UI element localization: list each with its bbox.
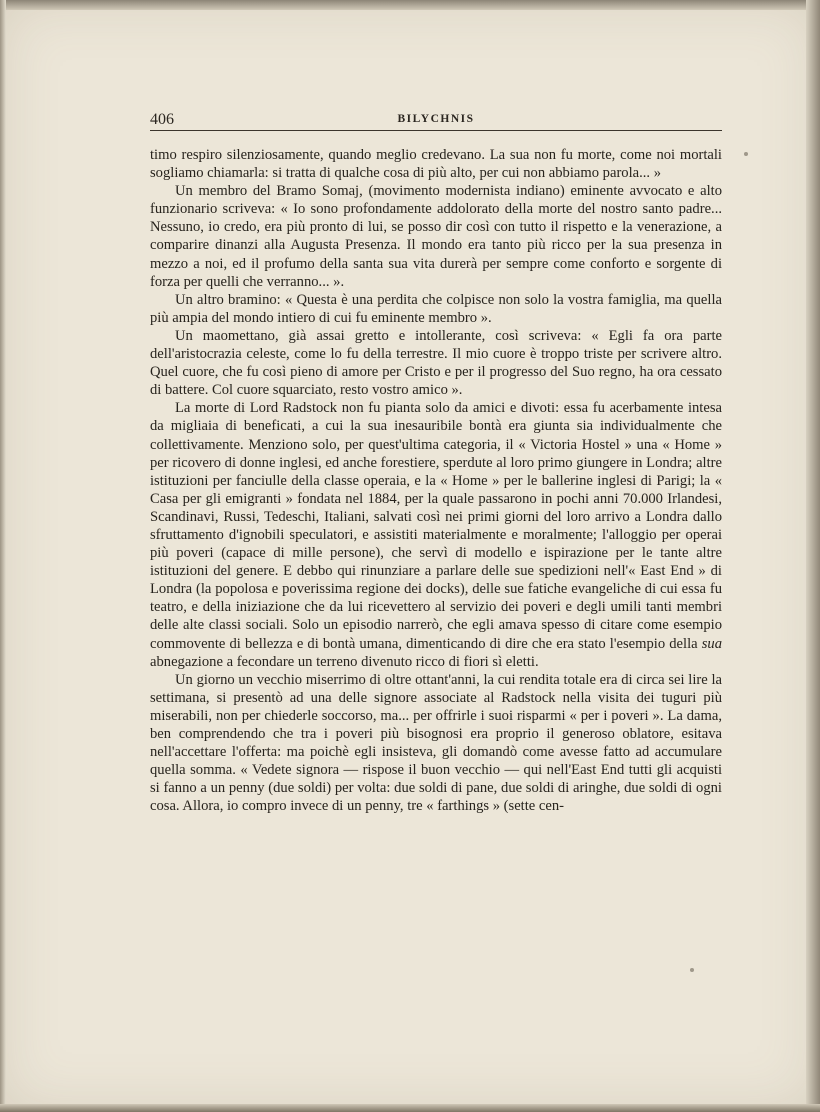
page-number: 406 [150,111,174,128]
paragraph [150,399,722,670]
paragraph-text: abnegazione a fecondare un terreno divenuto ricco di fiori sì eletti. [150,653,539,670]
running-header [150,111,722,131]
page-right-edge [806,0,820,1112]
body-text [150,146,722,815]
page-left-edge [0,0,6,1112]
paragraph-text: La morte di Lord Radstock non fu pianta solo da amici e divoti: essa fu acerbamente intesa da migliaia di beneficati, a cui la sua inesauribile bontà era giunta sia individualmente che collettivamente. Menziono solo, per quest'ultima categoria, il « Victoria Hostel » una « Home » per ricovero di donne inglesi, ed anche forestiere, sperdute al loro primo giungere in Londra; altre istituzioni per fanciulle della classe operaia, e la « Home » per le ballerine inglesi di Parigi; la « Casa per gli emigranti » fondata nel 1884, per la quale passarono in pochi anni 70.000 Irlandesi, Scandinavi, Russi, Tedeschi, Italiani, salvati così nei primi giorni del loro arrivo a Londra dallo sfruttamento d'ignobili speculatori, e assistiti materialmente e moralmente; l'alloggio per operai più poveri (capace di mille persone), che servì di modello e ispirazione per le tante altre istituzioni del genere. E debbo qui rinunziare a parlare delle sue spedizioni nell'« East End » di Londra (la popolosa e poverissima regione dei docks), delle sue fatiche evangeliche di cui essa fu teatro, e della iniziazione che da lui ricevettero al servizio dei poveri e degli umili tanti membri delle alte classi sociali. Solo un episodio narrerò, che egli amava spesso di citare come esempio commovente di bellezza e di bontà umana, dimenticando di dire che era stato l'esempio della [150,400,722,652]
paper-spot [744,152,748,156]
paper-spot [690,968,694,972]
page-top-edge [0,0,820,10]
paragraph: Un membro del Bramo Somaj, (movimento modernista indiano) eminente avvocato e alto funzionario scriveva: « Io sono profondamente addolorato della morte del nostro santo padre... Nessuno, io credo, era più pronto di lui, se posso dir così con tutto il rispetto e la venerazione, a comparire dinanzi alla Augusta Presenza. Il mondo era tanto più ricco per la sua presenza in mezzo a noi, ed il profumo della santa sua vita durerà per sempre come conforto e sorgente di forza per quelli che verranno... ». [150,183,722,290]
header-rule [150,130,722,131]
paragraph: Un giorno un vecchio miserrimo di oltre ottant'anni, la cui rendita totale era di circa sei lire la settimana, si presentò ad una delle signore associate al Radstock nella visita dei tuguri più miserabili, non per chiederle soccorso, ma... per offrirle i suoi risparmi « per i poveri ». La dama, ben comprendendo che tra i poveri più bisognosi era proprio il generoso oblatore, esitava nell'accettare l'offerta: ma poichè egli insisteva, gli domandò come avesse fatto ad accumulare quella somma. « Vedete signora — rispose il buon vecchio — qui nell'East End tutti gli acquisti si fanno a un penny (due soldi) per volta: due soldi di pane, due soldi di aringhe, due soldi di ogni cosa. Allora, io compro invece di un penny, tre « farthings » (sette cen- [150,671,722,815]
paragraph: timo respiro silenziosamente, quando meglio credevano. La sua non fu morte, come noi mortali sogliamo chiamarla: si tratta di qualche cosa di più alto, per cui non abbiamo parola... » [150,147,722,182]
emphasis-word: sua [701,635,722,652]
running-title: BILYCHNIS [397,113,475,125]
paragraph: Un maomettano, già assai gretto e intollerante, così scriveva: « Egli fa ora parte dell'aristocrazia celeste, come lo fu della terrestre. Il mio cuore è troppo triste per scrivere altro. Quel cuore, che fu così pieno di amore per Cristo e per il progresso del Suo regno, ha ora cessato di battere. Col cuore squarciato, resto vostro amico ». [150,327,722,399]
paragraph: Un altro bramino: « Questa è una perdita che colpisce non solo la vostra famiglia, ma quella più ampia del mondo intiero di cui fu eminente membro ». [150,291,722,326]
page-bottom-edge [0,1104,820,1112]
